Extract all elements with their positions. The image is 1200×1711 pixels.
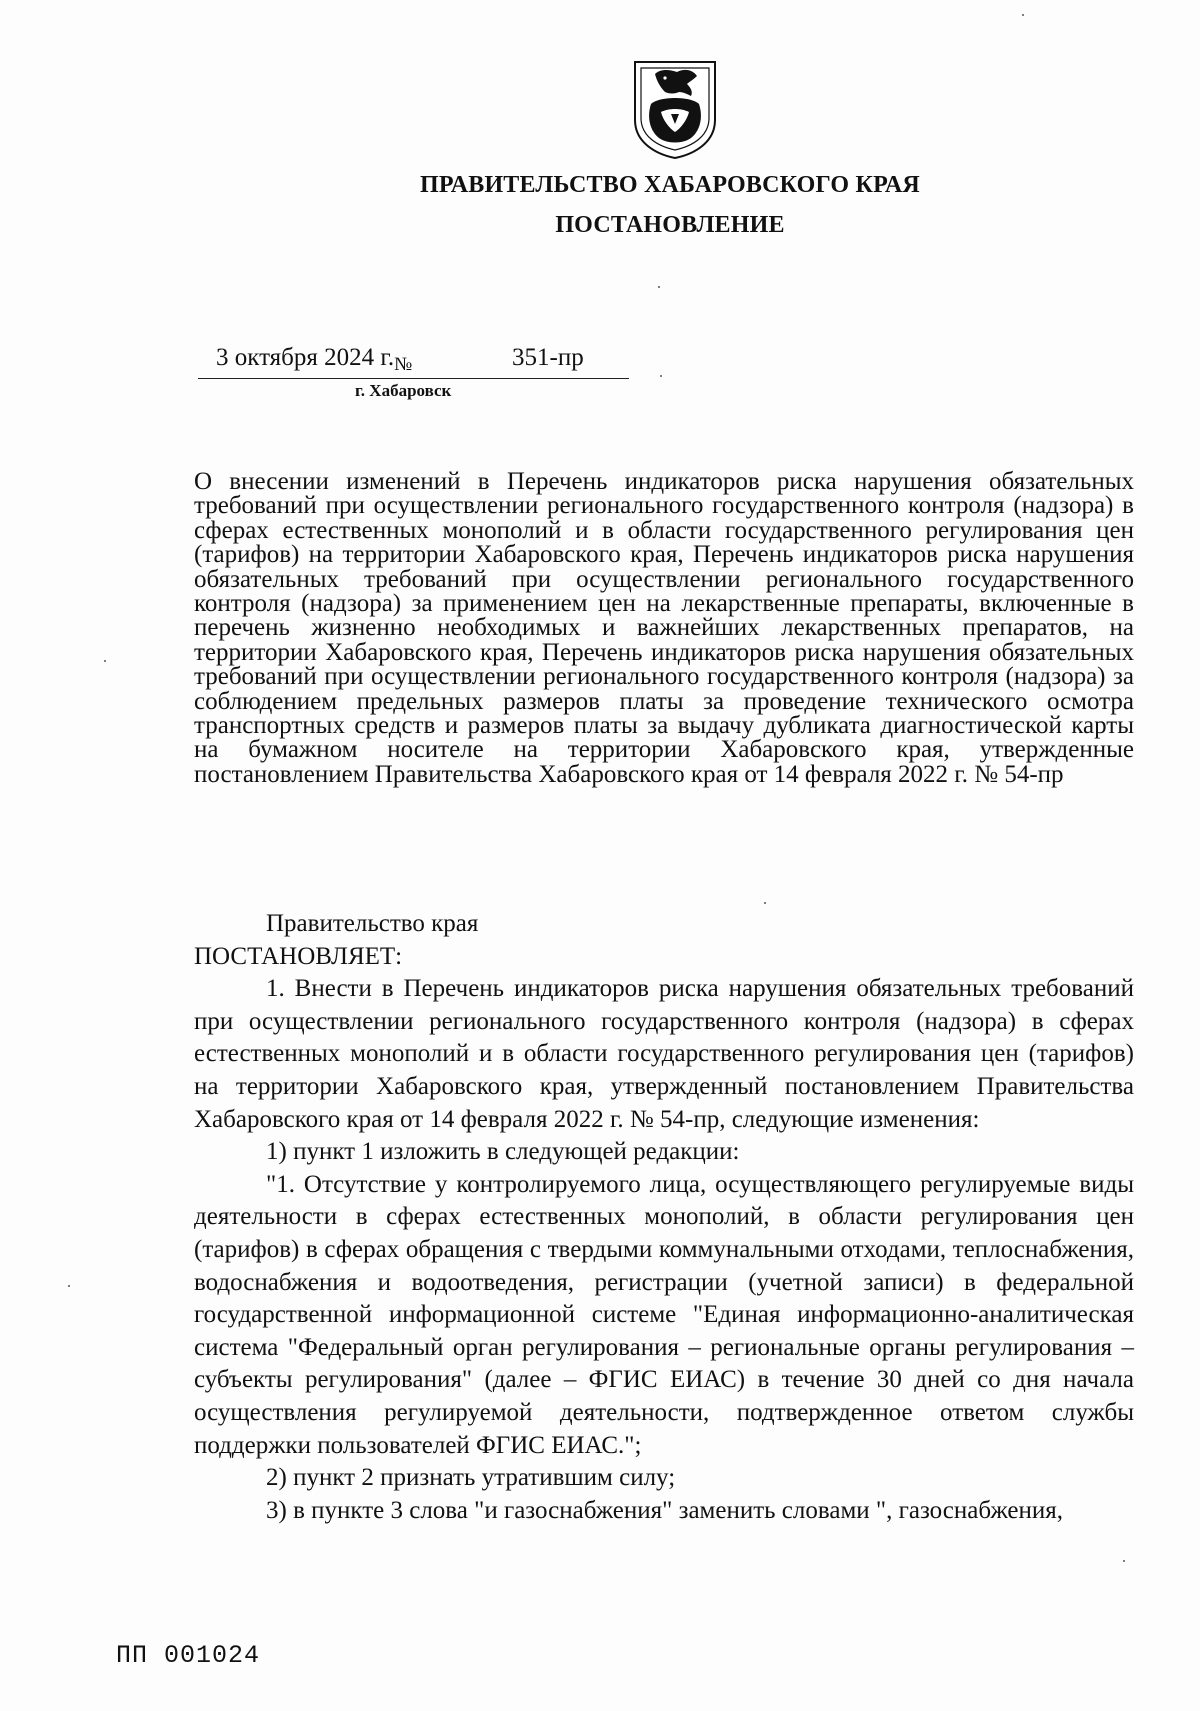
form-code: ПП 001024 — [116, 1641, 261, 1670]
government-label: Правительство края — [266, 910, 479, 937]
paragraph-2: 1) пункт 1 изложить в следующей редакции: — [266, 1138, 740, 1166]
paragraph-4: 2) пункт 2 признать утратившим силу; — [266, 1464, 676, 1492]
scan-speck — [764, 902, 766, 904]
document-date: 3 октября 2024 г. — [216, 344, 395, 371]
number-sign: № — [394, 354, 413, 375]
paragraph-1: 1. Внести в Перечень индикаторов риска нарушения обязательных требований при осуществлении регионального государственного контроля (надзора) в сферах естественных монополий и в области государственного регулирования цен (тарифов) на территории Хабаровского края, утвержденный постановлением Правительства Хабаровского края от 14 февраля 2022 г. № 54-пр, следующие изменения: — [194, 975, 1134, 1133]
document-type-title: ПОСТАНОВЛЕНИЕ — [555, 212, 785, 238]
coat-of-arms-icon — [631, 58, 719, 160]
document-body — [194, 908, 1134, 1527]
document-number: 351-пр — [512, 344, 584, 371]
government-title: ПРАВИТЕЛЬСТВО ХАБАРОВСКОГО КРАЯ — [420, 172, 920, 198]
scan-speck — [1123, 1560, 1125, 1562]
scan-speck — [68, 1285, 70, 1287]
date-underline — [198, 378, 629, 379]
document-subject: О внесении изменений в Перечень индикаторов риска нарушения обязательных требований при осуществлении регионального государственного контроля (надзора) в сферах естественных монополий и в области государственного регулирования цен (тарифов) на территории Хабаровского края, Перечень индикаторов риска нарушения обязательных требований при осуществлении регионального государственного контроля (надзора) за применением цен на лекарственные препараты, включенные в перечень жизненно необходимых и важнейших лекарственных препаратов, на территории Хабаровского края, Перечень индикаторов риска нарушения обязательных требований при осуществлении регионального государственного контроля (надзора) за соблюдением предельных размеров платы за проведение технического осмотра транспортных средств и размеров платы за выдачу дубликата диагностической карты на бумажном носителе на территории Хабаровского края, утвержденные постановлением Правительства Хабаровского края от 14 февраля 2022 г. № 54-пр — [194, 468, 1134, 788]
scan-speck — [658, 286, 660, 288]
scan-speck — [1022, 14, 1024, 16]
scan-speck — [104, 660, 106, 662]
scan-speck — [660, 375, 662, 377]
decree-word: ПОСТАНОВЛЯЕТ: — [194, 942, 403, 970]
paragraph-3: "1. Отсутствие у контролируемого лица, осуществляющего регулируемые виды деятельности в сферах естественных монополий, в области регулирования цен (тарифов) в сферах обращения с твердыми коммунальными отходами, теплоснабжения, водоснабжения и водоотведения, регистрации (учетной записи) в федеральной государственной информационной системе "Единая информационно-аналитическая система "Федеральный орган регулирования – региональные органы регулирования – субъекты регулирования" (далее – ФГИС ЕИАС) в течение 30 дней со дня начала осуществления регулируемой деятельности, подтвержденное ответом службы поддержки пользователей ФГИС ЕИАС."; — [194, 1170, 1134, 1459]
paragraph-5: 3) в пункте 3 слова "и газоснабжения" заменить словами ", газоснабжения, — [266, 1496, 1064, 1524]
city-label: г. Хабаровск — [355, 381, 452, 400]
date-number-line — [216, 344, 584, 375]
